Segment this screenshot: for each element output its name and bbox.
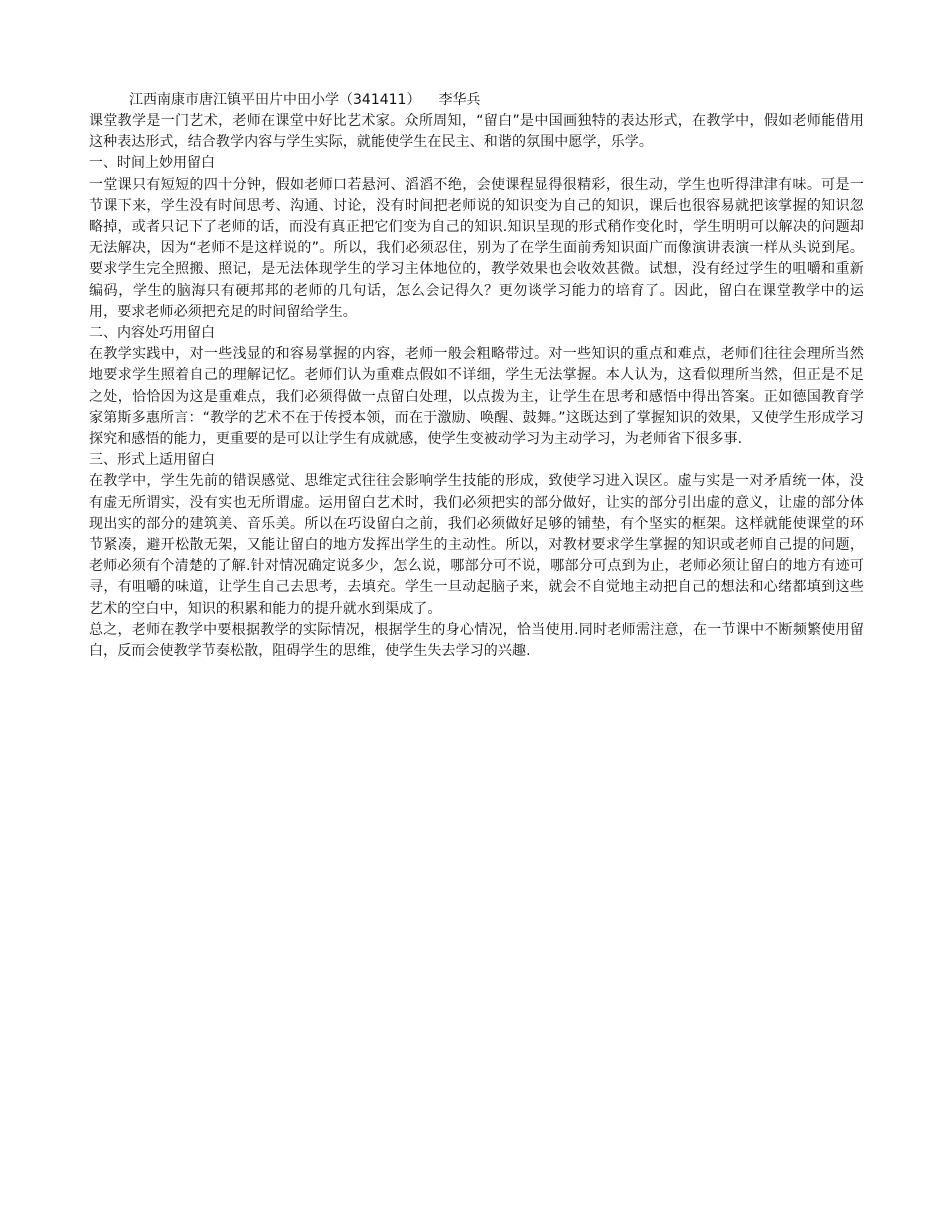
section-heading-time: 一、时间上妙用留白 — [89, 155, 215, 172]
author-line — [89, 90, 864, 111]
conclusion-paragraph: 总之，老师在教学中要根据教学的实际情况，根据学生的身心情况，恰当使用.同时老师需注意，在一节课中不断频繁使用留白，反而会使教学节奏松散，阻碍学生的思维，使学生失去学习的兴趣. — [89, 621, 864, 660]
intro-paragraph: 课堂教学是一门艺术，老师在课堂中好比艺术家。众所周知，“留白”是中国画独特的表达形式，在教学中，假如老师能借用这种表达形式，结合教学内容与学生实际，就能使学生在民主、和谐的氛围中愿学，乐学。 — [89, 113, 864, 151]
section-body-content: 在教学实践中，对一些浅显的和容易掌握的内容，老师一般会粗略带过。对一些知识的重点和难点，老师们往往会理所当然地要求学生照着自己的理解记忆。老师们认为重难点假如不详细，学生无法掌握。本人认为，这看似理所当然，但正是不足之处，恰恰因为这是重难点，我们必须得做一点留白处理，以点拨为主，让学生在思考和感悟中得出答案。正如德国教育学家第斯多惠所言：“教学的艺术不在于传授本领，而在于激励、唤醒、鼓舞。”这既达到了掌握知识的效果，又使学生形成学习探究和感悟的能力，更重要的是可以让学生有成就感，使学生变被动学习为主动学习，为老师省下很多事. — [89, 346, 864, 448]
document-page — [89, 90, 864, 662]
section-body-time: 一堂课只有短短的四十分钟，假如老师口若悬河、滔滔不绝，会使课程显得很精彩，很生动，学生也听得津津有味。可是一节课下来，学生没有时间思考、沟通、讨论，没有时间把老师说的知识变为自己的知识，课后也很容易就把该掌握的知识忽略掉，或者只记下了老师的话，而没有真正把它们变为自己的知识.知识呈现的形式稍作变化时，学生明明可以解决的问题却无法解决，因为“老师不是这样说的”。所以，我们必须忍住，别为了在学生面前秀知识面广而像演讲表演一样从头说到尾。要求学生完全照搬、照记，是无法体现学生的学习主体地位的，教学效果也会收效甚微。试想，没有经过学生的咀嚼和重新编码，学生的脑海只有硬邦邦的老师的几句话，怎么会记得久？更勿谈学习能力的培育了。因此，留白在课堂教学中的运用，要求老师必须把充足的时间留给学生。 — [89, 176, 864, 320]
author-name: 李华兵 — [438, 92, 481, 108]
school-name: 江西南康市唐江镇平田片中田小学（341411） — [129, 92, 421, 108]
section-heading-content: 二、内容处巧用留白 — [89, 325, 215, 342]
section-heading-form: 三、形式上适用留白 — [89, 452, 215, 469]
section-body-form: 在教学中，学生先前的错误感觉、思维定式往往会影响学生技能的形成，致使学习进入误区。虚与实是一对矛盾统一体，没有虚无所谓实，没有实也无所谓虚。运用留白艺术时，我们必须把实的部分做好，让实的部分引出虚的意义，让虚的部分体现出实的部分的建筑美、音乐美。所以在巧设留白之前，我们必须做好足够的铺垫，有个坚实的框架。这样就能使课堂的环节紧凑，避开松散无架，又能让留白的地方发挥出学生的主动性。所以，对教材要求学生掌握的知识或老师自己提的问题，老师必须有个清楚的了解.针对情况确定说多少，怎么说，哪部分可不说，哪部分可点到为止，老师必须让留白的地方有迹可寻，有咀嚼的味道，让学生自己去思考，去填充。学生一旦动起脑子来，就会不自觉地主动把自己的想法和心绪都填到这些艺术的空白中，知识的积累和能力的提升就水到渠成了。 — [89, 473, 864, 617]
